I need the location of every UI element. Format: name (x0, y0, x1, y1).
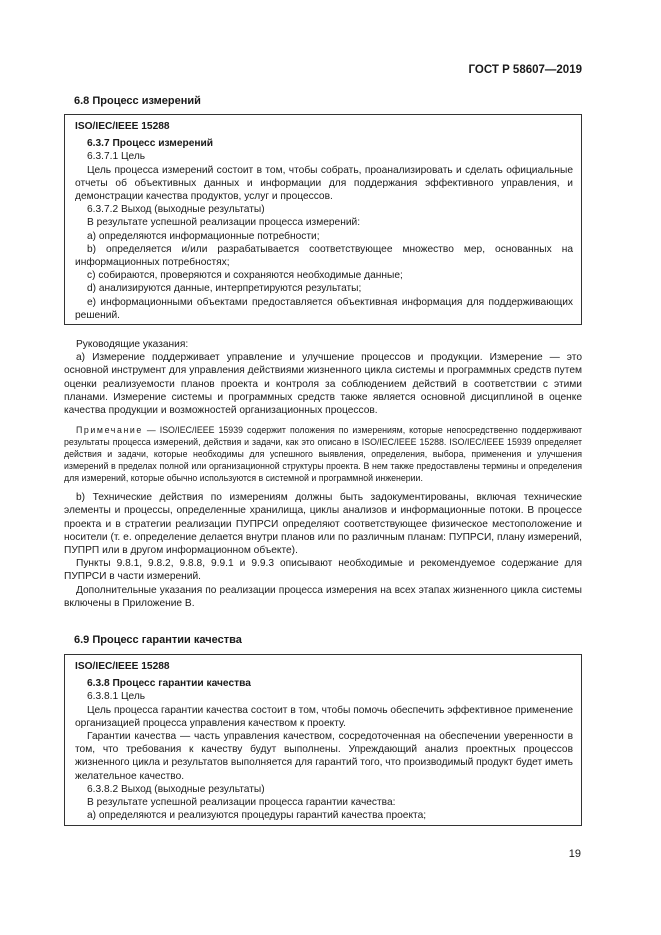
note (64, 424, 582, 484)
guidance-para-points: Пункты 9.8.1, 9.8.2, 9.8.8, 9.9.1 и 9.9.3 описывают необходимые и рекомендуемое содержание для ПУПРСИ в части измерений. (64, 558, 582, 583)
section-title-6-9: 6.9 Процесс гарантии качества (74, 634, 242, 646)
note-text: — ISO/IEC/IEEE 15939 содержит положения по измерениям, которые непосредственно поддерживают результаты процесса измерений, действия и задачи, как это описано в ISO/IEC/IEEE 15288. ISO/IEC/IEEE 15939 определяет действия и задачи, которые необходимы для успешного выявления, определения, выбора, применения и улучшения измерений в пределах полной или организационной структуры проекта. В нем также предоставлены термины и определения для измерений, которые обычно используются в системной и программной инженерии. (64, 425, 582, 484)
iso-standard-ref: ISO/IEC/IEEE 15288 (75, 121, 170, 132)
section-title-6-8: 6.8 Процесс измерений (74, 95, 201, 107)
guidance-para-a: а) Измерение поддерживает управление и улучшение процессов и продукции. Измерение — это основной инструмент для управления действиями жизненного цикла системы и программных средств путем оценки реализуемости планов проекта и контроля за соблюдением действий в соответствии с этими планами. Измерение системы и программных средств также является основной дисциплиной в оценке качества продукции и возможностей организационных процессов. (64, 352, 582, 417)
standard-header: ГОСТ Р 58607—2019 (468, 64, 582, 76)
outcome-item: b) определяется и/или разрабатывается соответствующее множество мер, основанных на информационных потребностях; (75, 243, 573, 269)
clause-definition-text: Гарантии качества — часть управления качеством, сосредоточенная на обеспечении уверенности в том, что требования к качеству будут выполнены. Упреждающий анализ проектных процессов жизненного цикла и результатов выполняется для гарантий того, что производимый продукт будет иметь желательное качество. (75, 731, 573, 782)
guidance-para-additional: Дополнительные указания по реализации процесса измерения на всех этапах жизненного цикла системы включены в Приложение В. (64, 584, 582, 609)
clause-heading: 6.3.8 Процесс гарантии качества (87, 678, 251, 690)
clause-sub-outcomes: 6.3.8.2 Выход (выходные результаты) (87, 783, 265, 795)
clause-sub-purpose: 6.3.7.1 Цель (87, 151, 146, 163)
iso-standard-ref: ISO/IEC/IEEE 15288 (75, 661, 170, 672)
outcome-item: c) собираются, проверяются и сохраняются необходимые данные; (87, 270, 403, 282)
guidance-para-b: b) Технические действия по измерениям должны быть задокументированы, включая технические элементы и процессы, определенные хранилища, циклы анализов и информационные потоки. В процессе проекта и в стратегии реализации ПУПРСИ определяют соответствующее физическое местоположение и носители (т. е. определение делается внутри планов или по различным планам: ПУПРСИ, плану измерений, ПУПРП или в другом информационном объекте). (64, 492, 582, 557)
clause-outcomes-intro: В результате успешной реализации процесса измерений: (87, 217, 361, 229)
outcome-item: d) анализируются данные, интерпретируются результаты; (87, 283, 362, 295)
guidance-block (64, 338, 582, 610)
clause-heading: 6.3.7 Процесс измерений (87, 138, 214, 150)
clause-purpose-text: Цель процесса измерений состоит в том, чтобы собрать, проанализировать и сделать официальные отчеты об объективных данных и информации для поддержания эффективного управления, и демонстрации качества продуктов, услуг и процессов. (75, 164, 573, 203)
clause-outcomes-intro: В результате успешной реализации процесса гарантии качества: (87, 797, 396, 809)
clause-purpose-text: Цель процесса гарантии качества состоит в том, чтобы помочь обеспечить эффективное применение организацией процесса управления качеством к проекту. (75, 704, 573, 729)
clause-sub-outcomes: 6.3.7.2 Выход (выходные результаты) (87, 204, 265, 216)
outcome-item: e) информационными объектами предоставляется объективная информация для поддерживающих решений. (75, 296, 573, 321)
note-label: Примечание (76, 425, 143, 436)
page-number: 19 (568, 848, 581, 860)
guidance-heading: Руководящие указания: (76, 339, 189, 350)
iso-quote-box-measurement (64, 114, 582, 325)
iso-quote-box-quality (64, 654, 582, 826)
outcome-item: a) определяются информационные потребности; (87, 230, 320, 242)
outcome-item: а) определяются и реализуются процедуры гарантий качества проекта; (87, 810, 427, 822)
clause-sub-purpose: 6.3.8.1 Цель (87, 691, 146, 703)
